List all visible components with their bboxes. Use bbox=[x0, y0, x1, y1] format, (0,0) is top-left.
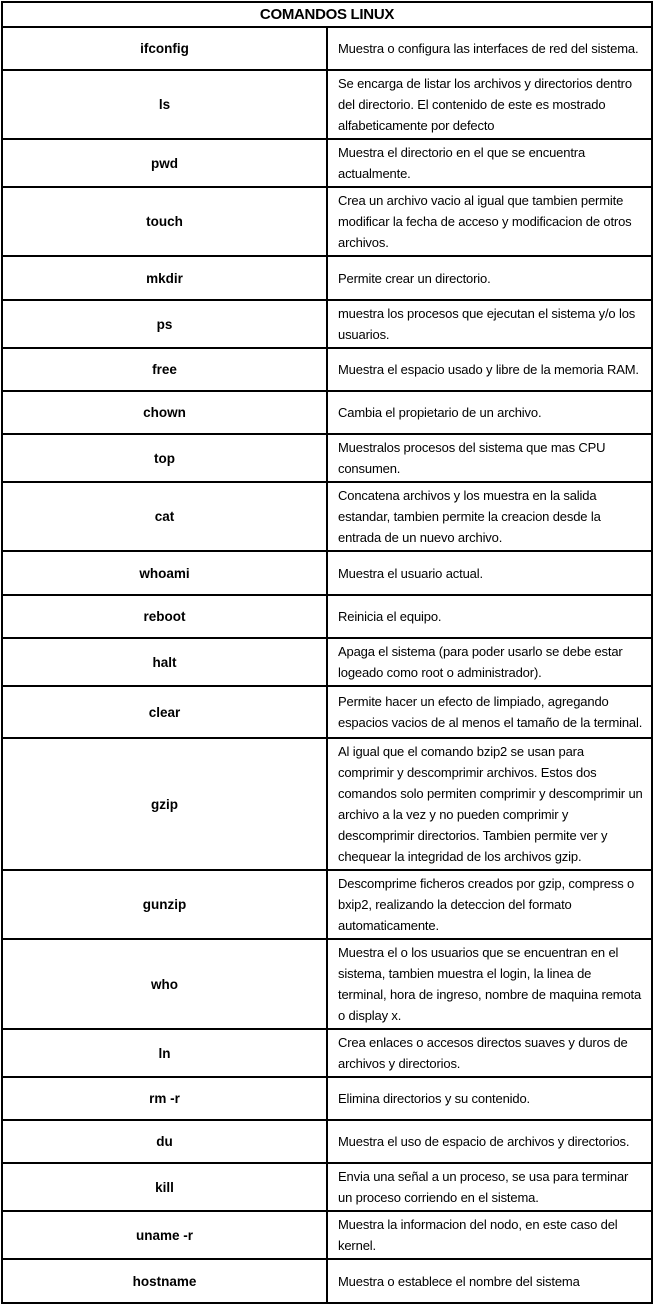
command-cell: chown bbox=[2, 391, 327, 434]
command-cell: gunzip bbox=[2, 870, 327, 939]
command-cell: gzip bbox=[2, 738, 327, 870]
command-cell: ln bbox=[2, 1029, 327, 1077]
table-row bbox=[2, 482, 652, 551]
table-row bbox=[2, 686, 652, 738]
description-cell: Muestra el directorio en el que se encuentra actualmente. bbox=[327, 139, 652, 187]
table-row bbox=[2, 1077, 652, 1120]
description-cell: Muestra la informacion del nodo, en este caso del kernel. bbox=[327, 1211, 652, 1259]
table-row bbox=[2, 300, 652, 348]
description-cell: Descomprime ficheros creados por gzip, compress o bxip2, realizando la deteccion del formato automaticamente. bbox=[327, 870, 652, 939]
table-row bbox=[2, 939, 652, 1029]
table-row bbox=[2, 256, 652, 300]
description-cell: Muestra el uso de espacio de archivos y directorios. bbox=[327, 1120, 652, 1163]
command-cell: rm -r bbox=[2, 1077, 327, 1120]
description-cell: Crea un archivo vacio al igual que tambien permite modificar la fecha de acceso y modificacion de otros archivos. bbox=[327, 187, 652, 256]
command-cell: du bbox=[2, 1120, 327, 1163]
table-row bbox=[2, 434, 652, 482]
table-row bbox=[2, 738, 652, 870]
command-cell: halt bbox=[2, 638, 327, 686]
table-row bbox=[2, 870, 652, 939]
command-cell: ls bbox=[2, 70, 327, 139]
command-cell: reboot bbox=[2, 595, 327, 638]
command-cell: pwd bbox=[2, 139, 327, 187]
table-row bbox=[2, 348, 652, 391]
table-row bbox=[2, 1259, 652, 1303]
description-cell: Muestra el o los usuarios que se encuentran en el sistema, tambien muestra el login, la linea de terminal, hora de ingreso, nombre de maquina remota o display x. bbox=[327, 939, 652, 1029]
table-row bbox=[2, 1211, 652, 1259]
description-cell: Muestra el usuario actual. bbox=[327, 551, 652, 595]
command-cell: cat bbox=[2, 482, 327, 551]
command-cell: clear bbox=[2, 686, 327, 738]
command-cell: ps bbox=[2, 300, 327, 348]
description-cell: Al igual que el comando bzip2 se usan para comprimir y descomprimir archivos. Estos dos comandos solo permiten comprimir y descomprimir un archivo a la vez y no pueden comprimir y descomprimir directorios. Tambien permite ver y chequear la integridad de los archivos gzip. bbox=[327, 738, 652, 870]
description-cell: muestra los procesos que ejecutan el sistema y/o los usuarios. bbox=[327, 300, 652, 348]
table-row bbox=[2, 70, 652, 139]
command-cell: touch bbox=[2, 187, 327, 256]
table-title: COMANDOS LINUX bbox=[2, 2, 652, 27]
description-cell: Reinicia el equipo. bbox=[327, 595, 652, 638]
description-cell: Concatena archivos y los muestra en la salida estandar, tambien permite la creacion desde la entrada de un nuevo archivo. bbox=[327, 482, 652, 551]
table-row bbox=[2, 27, 652, 70]
command-cell: whoami bbox=[2, 551, 327, 595]
description-cell: Apaga el sistema (para poder usarlo se debe estar logeado como root o administrador). bbox=[327, 638, 652, 686]
table-row bbox=[2, 139, 652, 187]
table-row bbox=[2, 551, 652, 595]
description-cell: Muestralos procesos del sistema que mas CPU consumen. bbox=[327, 434, 652, 482]
description-cell: Envia una señal a un proceso, se usa para terminar un proceso corriendo en el sistema. bbox=[327, 1163, 652, 1211]
command-cell: ifconfig bbox=[2, 27, 327, 70]
description-cell: Se encarga de listar los archivos y directorios dentro del directorio. El contenido de este es mostrado alfabeticamente por defecto bbox=[327, 70, 652, 139]
description-cell: Cambia el propietario de un archivo. bbox=[327, 391, 652, 434]
commands-table bbox=[1, 1, 653, 1304]
table-row bbox=[2, 1120, 652, 1163]
table-row bbox=[2, 187, 652, 256]
command-cell: top bbox=[2, 434, 327, 482]
table-row bbox=[2, 391, 652, 434]
command-cell: hostname bbox=[2, 1259, 327, 1303]
description-cell: Muestra o configura las interfaces de red del sistema. bbox=[327, 27, 652, 70]
table-row bbox=[2, 638, 652, 686]
table-row bbox=[2, 595, 652, 638]
command-cell: who bbox=[2, 939, 327, 1029]
command-cell: free bbox=[2, 348, 327, 391]
description-cell: Permite hacer un efecto de limpiado, agregando espacios vacios de al menos el tamaño de la terminal. bbox=[327, 686, 652, 738]
command-cell: kill bbox=[2, 1163, 327, 1211]
header-row bbox=[2, 2, 652, 27]
description-cell: Muestra el espacio usado y libre de la memoria RAM. bbox=[327, 348, 652, 391]
description-cell: Muestra o establece el nombre del sistema bbox=[327, 1259, 652, 1303]
description-cell: Permite crear un directorio. bbox=[327, 256, 652, 300]
command-cell: uname -r bbox=[2, 1211, 327, 1259]
table-row bbox=[2, 1163, 652, 1211]
command-cell: mkdir bbox=[2, 256, 327, 300]
description-cell: Crea enlaces o accesos directos suaves y duros de archivos y directorios. bbox=[327, 1029, 652, 1077]
table-row bbox=[2, 1029, 652, 1077]
description-cell: Elimina directorios y su contenido. bbox=[327, 1077, 652, 1120]
